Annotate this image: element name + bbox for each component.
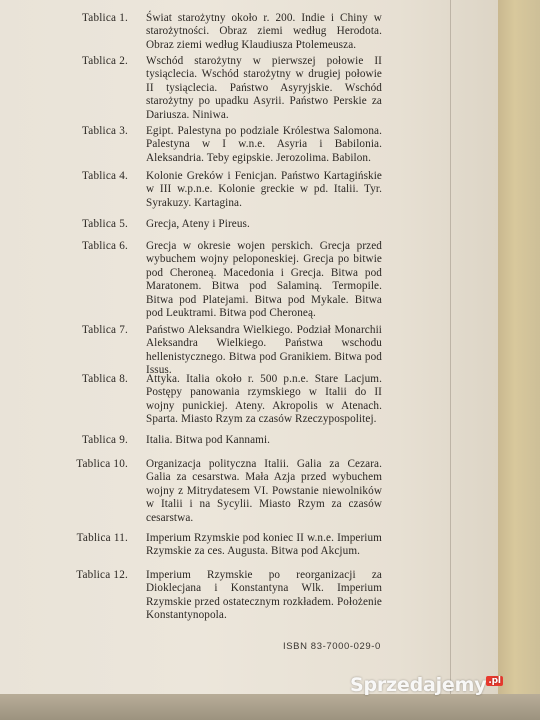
table-entry-2 bbox=[0, 55, 470, 122]
entry-label: Tablica 10. bbox=[76, 458, 128, 470]
entry-label: Tablica 1. bbox=[82, 12, 128, 24]
entry-text: Grecja w okresie wojen perskich. Grecja przed wybuchem wojny peloponeskiej. Grecja po bitwie pod Cheroneą. Macedonia i Grecja. Bitwa pod Maratonem. Bitwa pod Salaminą. Termopile. Bitwa pod Platejami. Bitwa pod Mykale. Bitwa pod Leuktrami. Bitwa pod Cheroneą. bbox=[146, 240, 382, 320]
entry-text: Imperium Rzymskie po reorganizacji za Dioklecjana i Konstantyna Wlk. Imperium Rzymskie przed ostatecznym rozkładem. Położenie Konstantynopola. bbox=[146, 569, 382, 622]
entry-text: Attyka. Italia około r. 500 p.n.e. Stare Lacjum. Postępy panowania rzymskiego w Italii do II wojny punickiej. Ateny. Akropolis w Atenach. Sparta. Miasto Rzym za czasów Rzeczypospolitej. bbox=[146, 373, 382, 426]
table-entry-11 bbox=[0, 532, 470, 559]
entry-label: Tablica 2. bbox=[82, 55, 128, 67]
entry-label: Tablica 8. bbox=[82, 373, 128, 385]
entry-text: Imperium Rzymskie pod koniec II w.n.e. Imperium Rzymskie za ces. Augusta. Bitwa pod Akcjum. bbox=[146, 532, 382, 558]
entry-label: Tablica 9. bbox=[82, 434, 128, 446]
entry-text: Italia. Bitwa pod Kannami. bbox=[146, 434, 271, 446]
entry-label: Tablica 5. bbox=[82, 218, 128, 230]
table-entry-5 bbox=[0, 218, 470, 231]
watermark-logo bbox=[350, 674, 503, 696]
entry-label: Tablica 11. bbox=[76, 532, 128, 544]
table-entry-6 bbox=[0, 240, 470, 320]
entry-label: Tablica 12. bbox=[76, 569, 128, 581]
background-floor bbox=[0, 694, 540, 720]
entry-label: Tablica 4. bbox=[82, 170, 128, 182]
entry-text: Organizacja polityczna Italii. Galia za Cezara. Galia za cesarstwa. Mała Azja przed wybuchem wojny z Mitrydatesem VI. Powstanie niewolników w Italii i na Sycylii. Miasto Rzym za czasów cesarstwa. bbox=[146, 458, 382, 524]
isbn-number: ISBN 83-7000-029-0 bbox=[283, 641, 381, 652]
entry-text: Grecja, Ateny i Pireus. bbox=[146, 218, 250, 230]
table-entry-1 bbox=[0, 12, 470, 52]
entry-label: Tablica 6. bbox=[82, 240, 128, 252]
watermark-badge: .pl bbox=[488, 676, 501, 686]
table-entry-12 bbox=[0, 569, 470, 623]
table-entry-4 bbox=[0, 170, 470, 210]
entry-text: Kolonie Greków i Fenicjan. Państwo Kartagińskie w III w.p.n.e. Kolonie greckie w pd. Italii. Tyr. Syrakuzy. Kartagina. bbox=[146, 170, 382, 209]
table-entry-3 bbox=[0, 125, 470, 165]
entry-text: Państwo Aleksandra Wielkiego. Podział Monarchii Aleksandra Wielkiego. Państwa wschodu hellenistycznego. Bitwa pod Granikiem. Bitwa pod Issus. bbox=[146, 324, 382, 377]
entry-label: Tablica 3. bbox=[82, 125, 128, 137]
entry-text: Świat starożytny około r. 200. Indie i Chiny w starożytności. Obraz ziemi według Herodota. Obraz ziemi według Klaudiusza Ptolemeusza. bbox=[146, 12, 382, 51]
background-surface bbox=[498, 0, 540, 720]
table-entry-7 bbox=[0, 324, 470, 378]
entry-label: Tablica 7. bbox=[82, 324, 128, 336]
entry-text: Wschód starożytny w pierwszej połowie II tysiąclecia. Wschód starożytny w drugiej połowie II tysiąclecia. Państwo Asyryjskie. Wschód starożytny po upadku Asyrii. Państwo Perskie za Dariusza. Niniwa. bbox=[146, 55, 382, 121]
watermark-text: Sprzedajemy bbox=[350, 674, 487, 696]
entry-text: Egipt. Palestyna po podziale Królestwa Salomona. Palestyna w I w.n.e. Asyria i Babilonia. Aleksandria. Teby egipskie. Jerozolima. Babilon. bbox=[146, 125, 382, 164]
table-entry-9 bbox=[0, 434, 470, 447]
table-entry-8 bbox=[0, 373, 470, 427]
table-entry-10 bbox=[0, 458, 470, 525]
